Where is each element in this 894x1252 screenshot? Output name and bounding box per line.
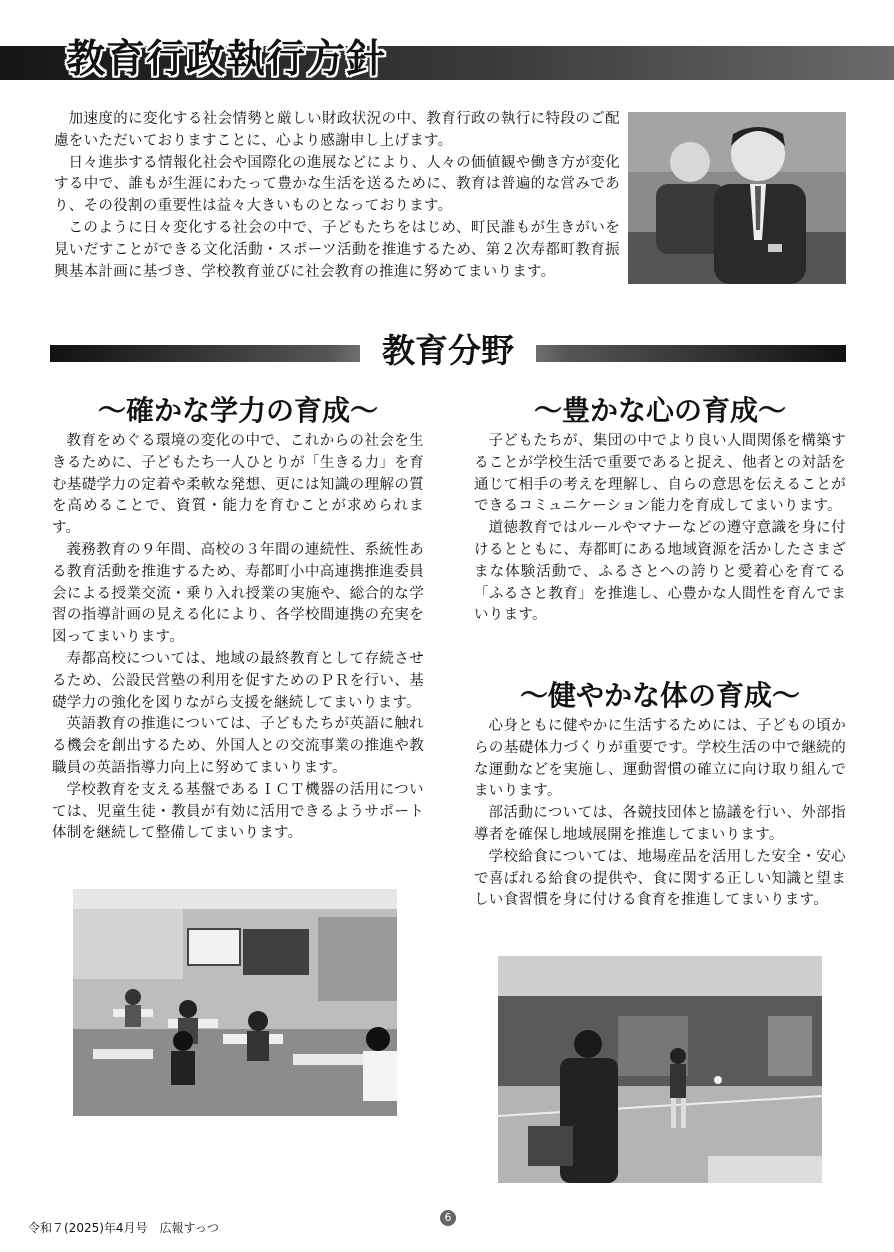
page-title: 教育行政執行方針	[66, 37, 387, 82]
intro-paragraph-3: このように日々変化する社会の中で、子どもたちをはじめ、町民誰もが生きがいを見いだすことができる文化活動・スポーツ活動を推進するため、第２次寿都町教育振興基本計画に基づき、学校教育並びに社会教育の推進に努めてまいります。	[54, 219, 620, 280]
academic-paragraph-4: 英語教育の推進については、子どもたちが英語に触れる機会を創出するため、外国人との交流事業の推進や教職員の英語指導力向上に努めてまいります。	[52, 716, 424, 776]
heading-academic: ～確かな学力の育成～	[97, 394, 378, 427]
academic-paragraph-1: 教育をめぐる環境の変化の中で、これからの社会を生きるために、子どもたち一人ひとりが「生きる力」を育む基礎学力の定着や柔軟な発想、更には知識の理解の質を高めることで、資質・能力を育むことが求められます。	[52, 433, 424, 537]
gymnasium-photo	[498, 956, 822, 1183]
body-text	[474, 716, 846, 912]
officials-photo	[628, 112, 846, 284]
body-paragraph-3: 学校給食については、地場産品を活用した安全・安心で喜ばれる給食の提供や、食に関する正しい知識と望ましい食習慣を身に付ける食育を推進してまいります。	[474, 848, 846, 909]
intro-paragraph-2: 日々進歩する情報化社会や国際化の進展などにより、人々の価値観や働き方が変化する中で、誰もが生涯にわたって豊かな生活を送るために、教育は普遍的な営みであり、その役割の重要性は益々大きいものとなっております。	[54, 154, 620, 215]
body-paragraph-1: 心身ともに健やかに生活するためには、子どもの頃からの基礎体力づくりが重要です。学校生活の中で継続的な運動などを実施し、運動習慣の確立に向け取り組んでまいります。	[474, 718, 846, 800]
body-paragraph-2: 部活動については、各競技団体と協議を行い、外部指導者を確保し地域展開を推進してまいります。	[474, 805, 846, 843]
section-title: 教育分野	[360, 326, 536, 376]
academic-paragraph-2: 義務教育の９年間、高校の３年間の連続性、系統性ある教育活動を推進するため、寿都町小中高連携推進委員会による授業交流・乗り入れ授業の実施や、総合的な学習の指導計画の見える化により、各学校間連携の充実を図ってまいります。	[52, 541, 424, 646]
heart-paragraph-1: 子どもたちが、集団の中でより良い人間関係を構築することが学校生活で重要であると捉え、他者との対話を通じて相手の考えを理解し、自らの意思を伝えることができるコミュニケーション能力を育成してまいります。	[474, 433, 846, 515]
heart-paragraph-2: 道徳教育ではルールやマナーなどの遵守意識を身に付けるとともに、寿都町にある地域資源を活かしたさまざまな体験活動で、ふるさとへの誇りと愛着心を育てる「ふるさと教育」を推進し、心豊かな人間性を育んでまいります。	[474, 520, 846, 624]
page-number: 6	[440, 1210, 456, 1226]
heart-text	[474, 431, 846, 627]
heading-body: ～健やかな体の育成～	[519, 679, 800, 712]
heading-heart: ～豊かな心の育成～	[533, 394, 786, 427]
academic-paragraph-5: 学校教育を支える基盤であるＩＣＴ機器の活用については、児童生徒・教員が有効に活用できるようサポート体制を継続して整備してまいります。	[52, 781, 424, 842]
academic-paragraph-3: 寿都高校については、地域の最終教育として存続させるため、公設民営塾の利用を促すためのＰＲを行い、基礎学力の強化を図りながら支援を継続してまいります。	[52, 650, 424, 711]
footer-issue: 令和７(2025)年4月号 広報すっつ	[28, 1221, 219, 1235]
classroom-photo	[73, 889, 397, 1116]
academic-text	[52, 431, 424, 845]
intro-paragraph-1: 加速度的に変化する社会情勢と厳しい財政状況の中、教育行政の執行に特段のご配慮をいただいておりますことに、心より感謝申し上げます。	[54, 111, 620, 149]
intro-text	[54, 109, 620, 283]
